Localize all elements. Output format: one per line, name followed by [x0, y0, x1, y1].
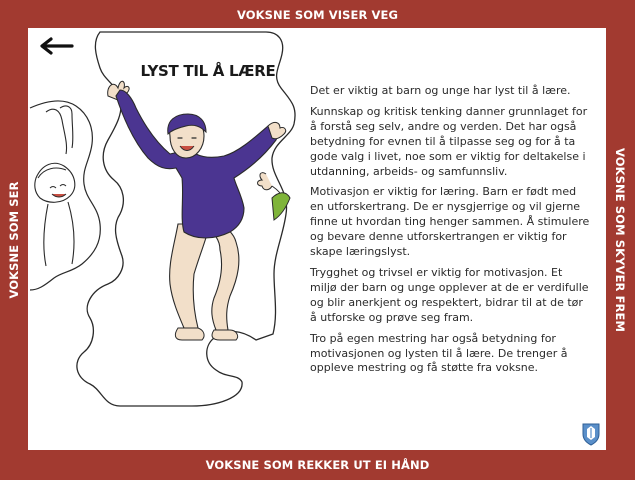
paragraph-4: Trygghet og trivsel er viktig for motivasjon. Et miljø der barn og unge opplever at de er verdifulle og blir anerkjent og respektert, bidrar til at de tør å utforske og prøve seg fram.	[310, 265, 589, 324]
child-figure-left	[35, 106, 75, 266]
paragraph-3: Motivasjon er viktig for læring. Barn er født med en utforskertrang. De er nysgjerrige og vil gjerne finne ut hvordan ting henger sammen. Å stimulere og bevare denne utforskertrangen er viktig for skape læringslyst.	[310, 185, 590, 259]
border-label-bottom: VOKSNE SOM REKKER UT EI HÅND	[205, 458, 430, 472]
municipal-crest-icon	[581, 422, 601, 446]
child-figure-main	[108, 81, 286, 340]
body-text	[310, 84, 592, 382]
border-label-right: VOKSNE SOM SKYVER FREM	[613, 147, 627, 333]
border-label-left: VOKSNE SOM SER	[7, 181, 21, 299]
border-label-top: VOKSNE SOM VISER VEG	[236, 8, 399, 22]
paragraph-2: Kunnskap og kritisk tenking danner grunnlaget for å forstå seg selv, andre og verden. Det har også betydning for evnen til å tilpasse seg og for å ta gode valg i livet, noe som er viktig for deltakelse i utdanning, arbeids- og samfunnsliv.	[310, 104, 588, 178]
paragraph-5: Tro på egen mestring har også betydning for motivasjonen og lysten til å lære. De trenger å oppleve mestring og få støtte fra voksne.	[310, 331, 568, 375]
paragraph-1: Det er viktig at barn og unge har lyst til å lære.	[310, 84, 571, 97]
arrow-left-icon[interactable]	[36, 36, 76, 60]
card-title: LYST TIL Å LÆRE	[140, 62, 276, 80]
child-figure-right	[258, 173, 291, 220]
